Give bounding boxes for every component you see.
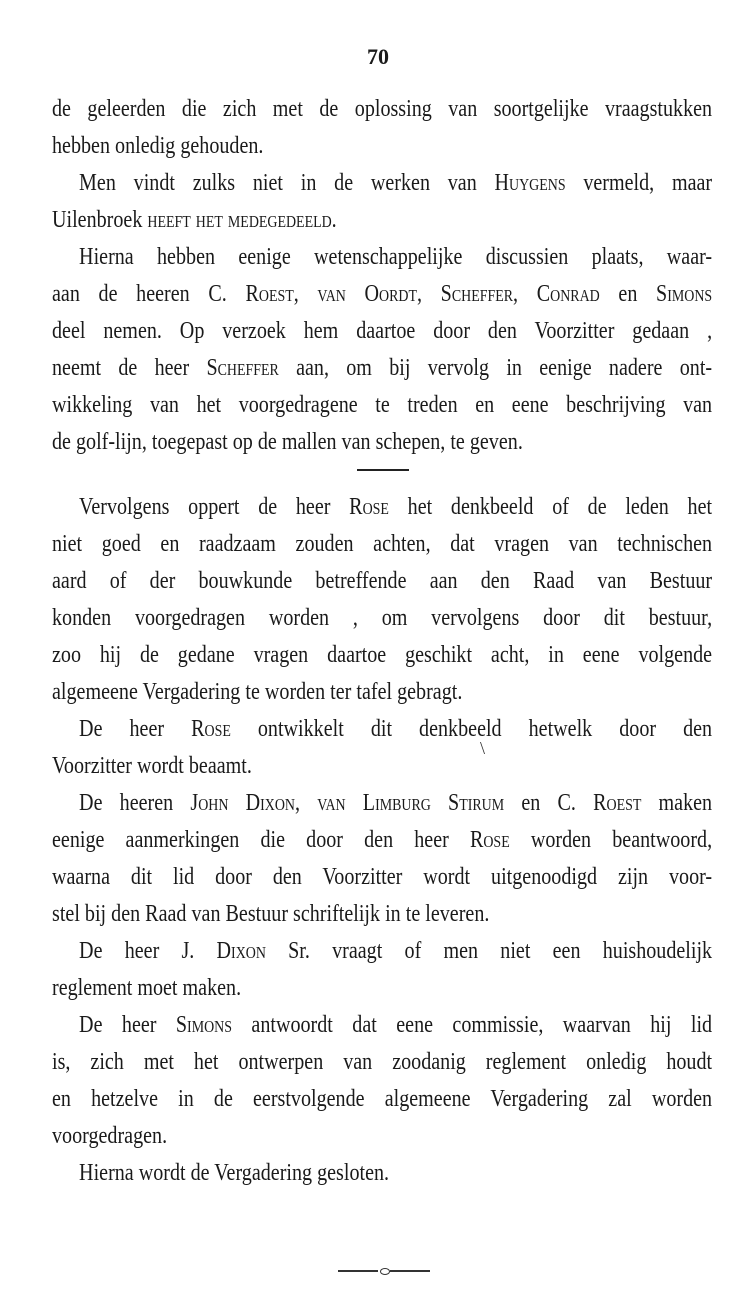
text-line bbox=[52, 488, 712, 525]
text-line: wikkeling van het voorgedragene te treden en eene beschrijving van bbox=[52, 391, 713, 418]
text-line bbox=[52, 710, 712, 747]
text-line: konden voorgedragen worden , om vervolgens door dit bestuur, bbox=[52, 604, 713, 631]
name-smallcaps: Scheffer bbox=[440, 280, 514, 307]
text-run: De heeren bbox=[79, 789, 191, 816]
text-run: worden beantwoord, bbox=[509, 826, 713, 853]
page-number: 70 bbox=[367, 44, 389, 69]
text-run: Uilenbroek bbox=[52, 206, 143, 233]
text-line bbox=[52, 784, 712, 821]
name-smallcaps: heeft het medegedeeld. bbox=[142, 206, 337, 233]
text-run: aan, om bij vervolg in eenige nadere ont- bbox=[278, 354, 713, 381]
text-line: en hetzelve in de eerstvolgende algemeene Vergadering zal worden bbox=[52, 1085, 713, 1112]
text-run: Men vindt zulks niet in de werken van bbox=[79, 169, 495, 196]
text-line bbox=[52, 1006, 712, 1043]
name-smallcaps: Roest bbox=[245, 280, 294, 307]
text-run: aan de heeren C. bbox=[52, 280, 246, 307]
text-run: neemt de heer bbox=[52, 354, 207, 381]
section-divider bbox=[357, 469, 409, 471]
text-line: algemeene Vergadering te worden ter tafel gebragt. bbox=[52, 678, 463, 705]
text-line bbox=[52, 275, 712, 312]
name-smallcaps: Simons bbox=[656, 280, 713, 307]
text-run: , bbox=[294, 789, 318, 816]
name-smallcaps: Conrad bbox=[536, 280, 600, 307]
text-line: stel bij den Raad van Bestuur schriftelijk in te leveren. bbox=[52, 900, 490, 927]
text-line bbox=[52, 932, 712, 969]
text-line: voorgedragen. bbox=[52, 1122, 168, 1149]
text-block-proposals bbox=[52, 488, 712, 1191]
text-run: Sr. vraagt of men niet een huishoudelijk bbox=[265, 937, 713, 964]
text-run: , bbox=[513, 280, 537, 307]
text-line bbox=[52, 201, 712, 238]
text-run: antwoordt dat eene commissie, waarvan hij lid bbox=[231, 1011, 713, 1038]
text-run: het denkbeeld of de leden het bbox=[388, 493, 713, 520]
text-run: De heer bbox=[79, 1011, 176, 1038]
end-ornament bbox=[338, 1268, 430, 1274]
name-smallcaps: Scheffer bbox=[206, 354, 279, 381]
text-run: ontwikkelt dit denkbeeld hetwelk door den bbox=[230, 715, 713, 742]
name-smallcaps: Rose bbox=[349, 493, 389, 520]
text-line: is, zich met het ontwerpen van zoodanig reglement onledig houdt bbox=[52, 1048, 713, 1075]
name-smallcaps: van Oordt bbox=[317, 280, 417, 307]
text-line: Hierna hebben eenige wetenschappelijke discussien plaats, waar- bbox=[79, 243, 713, 270]
text-line: de golf-lijn, toegepast op de mallen van schepen, te geven. bbox=[52, 428, 523, 455]
text-line: aard of der bouwkunde betreffende aan den Raad van Bestuur bbox=[52, 567, 713, 594]
stray-mark: \ bbox=[480, 738, 486, 758]
text-run: , bbox=[416, 280, 441, 307]
text-line: reglement moet maken. bbox=[52, 974, 242, 1001]
text-block-discussion bbox=[52, 90, 712, 460]
text-run: eenige aanmerkingen die door den heer bbox=[52, 826, 470, 853]
text-line: Voorzitter wordt beaamt. bbox=[52, 752, 252, 779]
text-line: de geleerden die zich met de oplossing van soortgelijke vraagstukken bbox=[52, 95, 713, 122]
text-line bbox=[52, 349, 712, 386]
text-run: maken bbox=[641, 789, 713, 816]
name-smallcaps: Roest bbox=[593, 789, 642, 816]
text-line: zoo hij de gedane vragen daartoe geschikt acht, in eene volgende bbox=[52, 641, 713, 668]
text-line: hebben onledig gehouden. bbox=[52, 132, 264, 159]
text-run: vermeld, maar bbox=[565, 169, 713, 196]
text-run: en bbox=[599, 280, 657, 307]
name-smallcaps: John Dixon bbox=[190, 789, 295, 816]
text-run: , bbox=[293, 280, 318, 307]
name-smallcaps: Simons bbox=[175, 1011, 232, 1038]
text-line: deel nemen. Op verzoek hem daartoe door den Voorzitter gedaan , bbox=[52, 317, 713, 344]
text-run: Vervolgens oppert de heer bbox=[79, 493, 350, 520]
text-line: waarna dit lid door den Voorzitter wordt uitgenoodigd zijn voor- bbox=[52, 863, 713, 890]
name-smallcaps: Rose bbox=[469, 826, 510, 853]
name-smallcaps: van Limburg Stirum bbox=[317, 789, 505, 816]
text-line bbox=[52, 164, 712, 201]
text-run: De heer J. bbox=[79, 937, 217, 964]
text-line: Hierna wordt de Vergadering gesloten. bbox=[79, 1159, 390, 1186]
text-line bbox=[52, 821, 712, 858]
text-run: De heer bbox=[79, 715, 192, 742]
name-smallcaps: Huygens bbox=[494, 169, 566, 196]
text-run: en C. bbox=[504, 789, 594, 816]
name-smallcaps: Rose bbox=[191, 715, 231, 742]
text-line: niet goed en raadzaam zouden achten, dat vragen van technischen bbox=[52, 530, 713, 557]
name-smallcaps: Dixon bbox=[216, 937, 266, 964]
